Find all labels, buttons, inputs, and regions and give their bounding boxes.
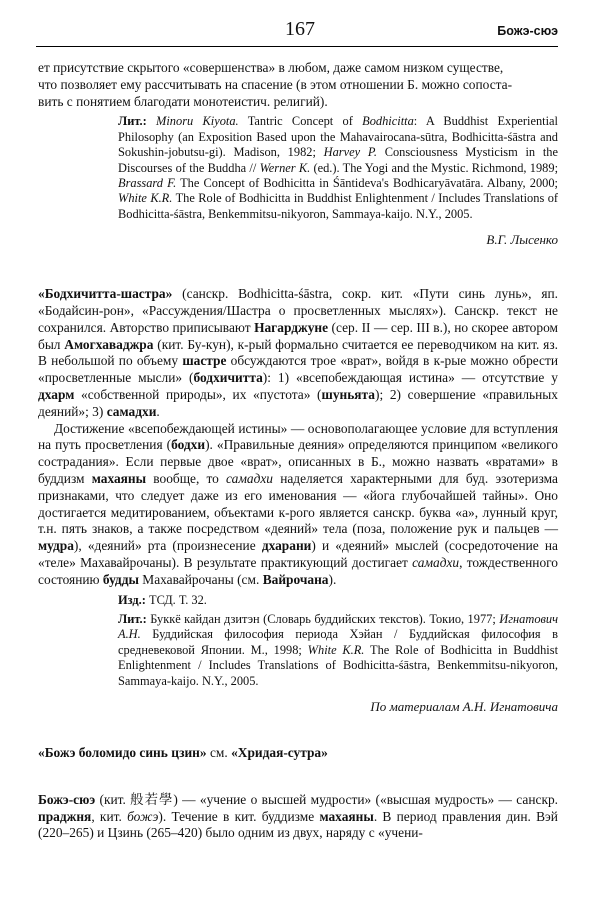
page-content [38, 60, 558, 842]
next-entry-paragraph: Божэ-сюэ (кит. 般若學) — «учение о высшей мудрости» («высшая мудрость» — санскр. праджня, кит. божэ). Течение в кит. буддизме махаяны. В период правления дин. Вэй (220–265) и Цзинь (265–420) было одним из двух, наряду с «учени- [38, 791, 558, 841]
prev-entry-line-1: ет присутствие скрытого «совершенства» в любом, даже самом низком существе, [38, 60, 504, 75]
prev-entry-signature: В.Г. Лысенко [486, 232, 558, 248]
lit-label: Лит.: [118, 114, 147, 129]
page-number: 167 [285, 18, 315, 40]
main-entry-literature: Лит.: Буккё кайдан дзитэн (Словарь буддийских текстов). Токио, 1977; Игнатович А.Н. Буддийская философия периода Хэйан / Буддийская философия в средневековой Японии. М., 1998; White K.R. The Role of Bodhicitta in Buddhist Enlightenment / Includes Translations of Bodhicitta-śāstra, Benkemmitsu-nikyoron, Sammaya-kaijo. N.Y., 2005. [118, 611, 559, 688]
prev-entry-literature: Лит.: Minoru Kiyota. Tantric Concept of Bodhicitta: A Buddhist Experiential Philosophy (an Exposition Based upon the Mahavairocana-sūtra, Bodhicitta-śāstra and Sokushin-jobutsu-gi). Madison, 1982; Harvey P. Consciousness Mysticism in the Discourses of the Buddha // Werner K. (ed.). The Yogi and the Mystic. Richmond, 1989; Brassard F. The Concept of Bodhicitta in Śāntideva's Bodhicaryāvatāra. Albany, 2000; White K.R. The Role of Bodhicitta in Buddhist Enlightenment / Includes Translations of Bodhicitta-śāstra, Benkemmitsu-nikyoron, Sammaya-kaijo. N.Y., 2005. [118, 114, 559, 221]
main-entry-editions: Изд.: ТСД. Т. 32. [118, 592, 207, 607]
main-entry-signature: По материалам А.Н. Игнатовича [370, 699, 558, 715]
cross-reference-entry: «Божэ боломидо синь цзин» см. «Хридая-сутра» [38, 745, 328, 761]
main-entry-paragraph-2: Достижение «всепобеждающей истины» — основополагающее условие для вступления на путь просветления (бодхи). «Правильные деяния» определяются принципом «великого сострадания». Если первые двое «врат», описанных в Б., можно назвать «вратами» в буддизм махаяны вообще, то самадхи наделяется характерными для буд. эзотеризма признаками, что следует даже из его именования — «йога глубочайшей тайны». Оно достигается медитированием, объектами к-рого является санскр. буква «а», лунный круг, т.н. пять знаков, а также посредством «деяний» тела (поза, положение рук и пальцев — мудра), «деяний» рта (произнесение дхарани) и «деяний» мыслей (сосредоточение на «теле» Махавайрочаны). В результате практикующий достигает самадхи, тождественного состоянию будды Махавайрочаны (см. Вайрочана). [38, 420, 558, 587]
prev-entry-line-3: вить с понятием благодати монотеистич. религий). [38, 93, 328, 109]
next-entry-term: Божэ-сюэ [38, 791, 96, 807]
header-rule [36, 46, 558, 47]
prev-entry-line-2: что позволяет ему рассчитывать на спасение (в этом отношении Б. можно сопоста- [38, 76, 513, 92]
page-header [0, 16, 600, 44]
main-entry-term: «Бодхичитта-шастра» [38, 286, 173, 302]
main-entry-paragraph-1: «Бодхичитта-шастра» (санскр. Bodhicitta-śāstra, сокр. кит. «Пути синь лунь», яп. «Бодайсин-рон», «Рассуждения/Шастра о просветленных мыслях»). Санскр. текст не сохранился. Авторство приписывают Нагарджуне (сер. II — сер. III в.), но скорее автором был Амогхаваджра (кит. Бу-кун), к-рый формально считается ее переводчиком на кит. яз. В небольшой по объему шастре обсуждаются трое «врат», войдя в к-рые можно обрести «просветленные мысли» (бодхичитта): 1) «всепобеждающая истина» — отсутствие у дхарм «собственной природы», их «пустота» (шуньята); 2) совершение «правильных деяний»; 3) самадхи. [38, 286, 559, 419]
running-head: Божэ-сюэ [497, 24, 558, 38]
